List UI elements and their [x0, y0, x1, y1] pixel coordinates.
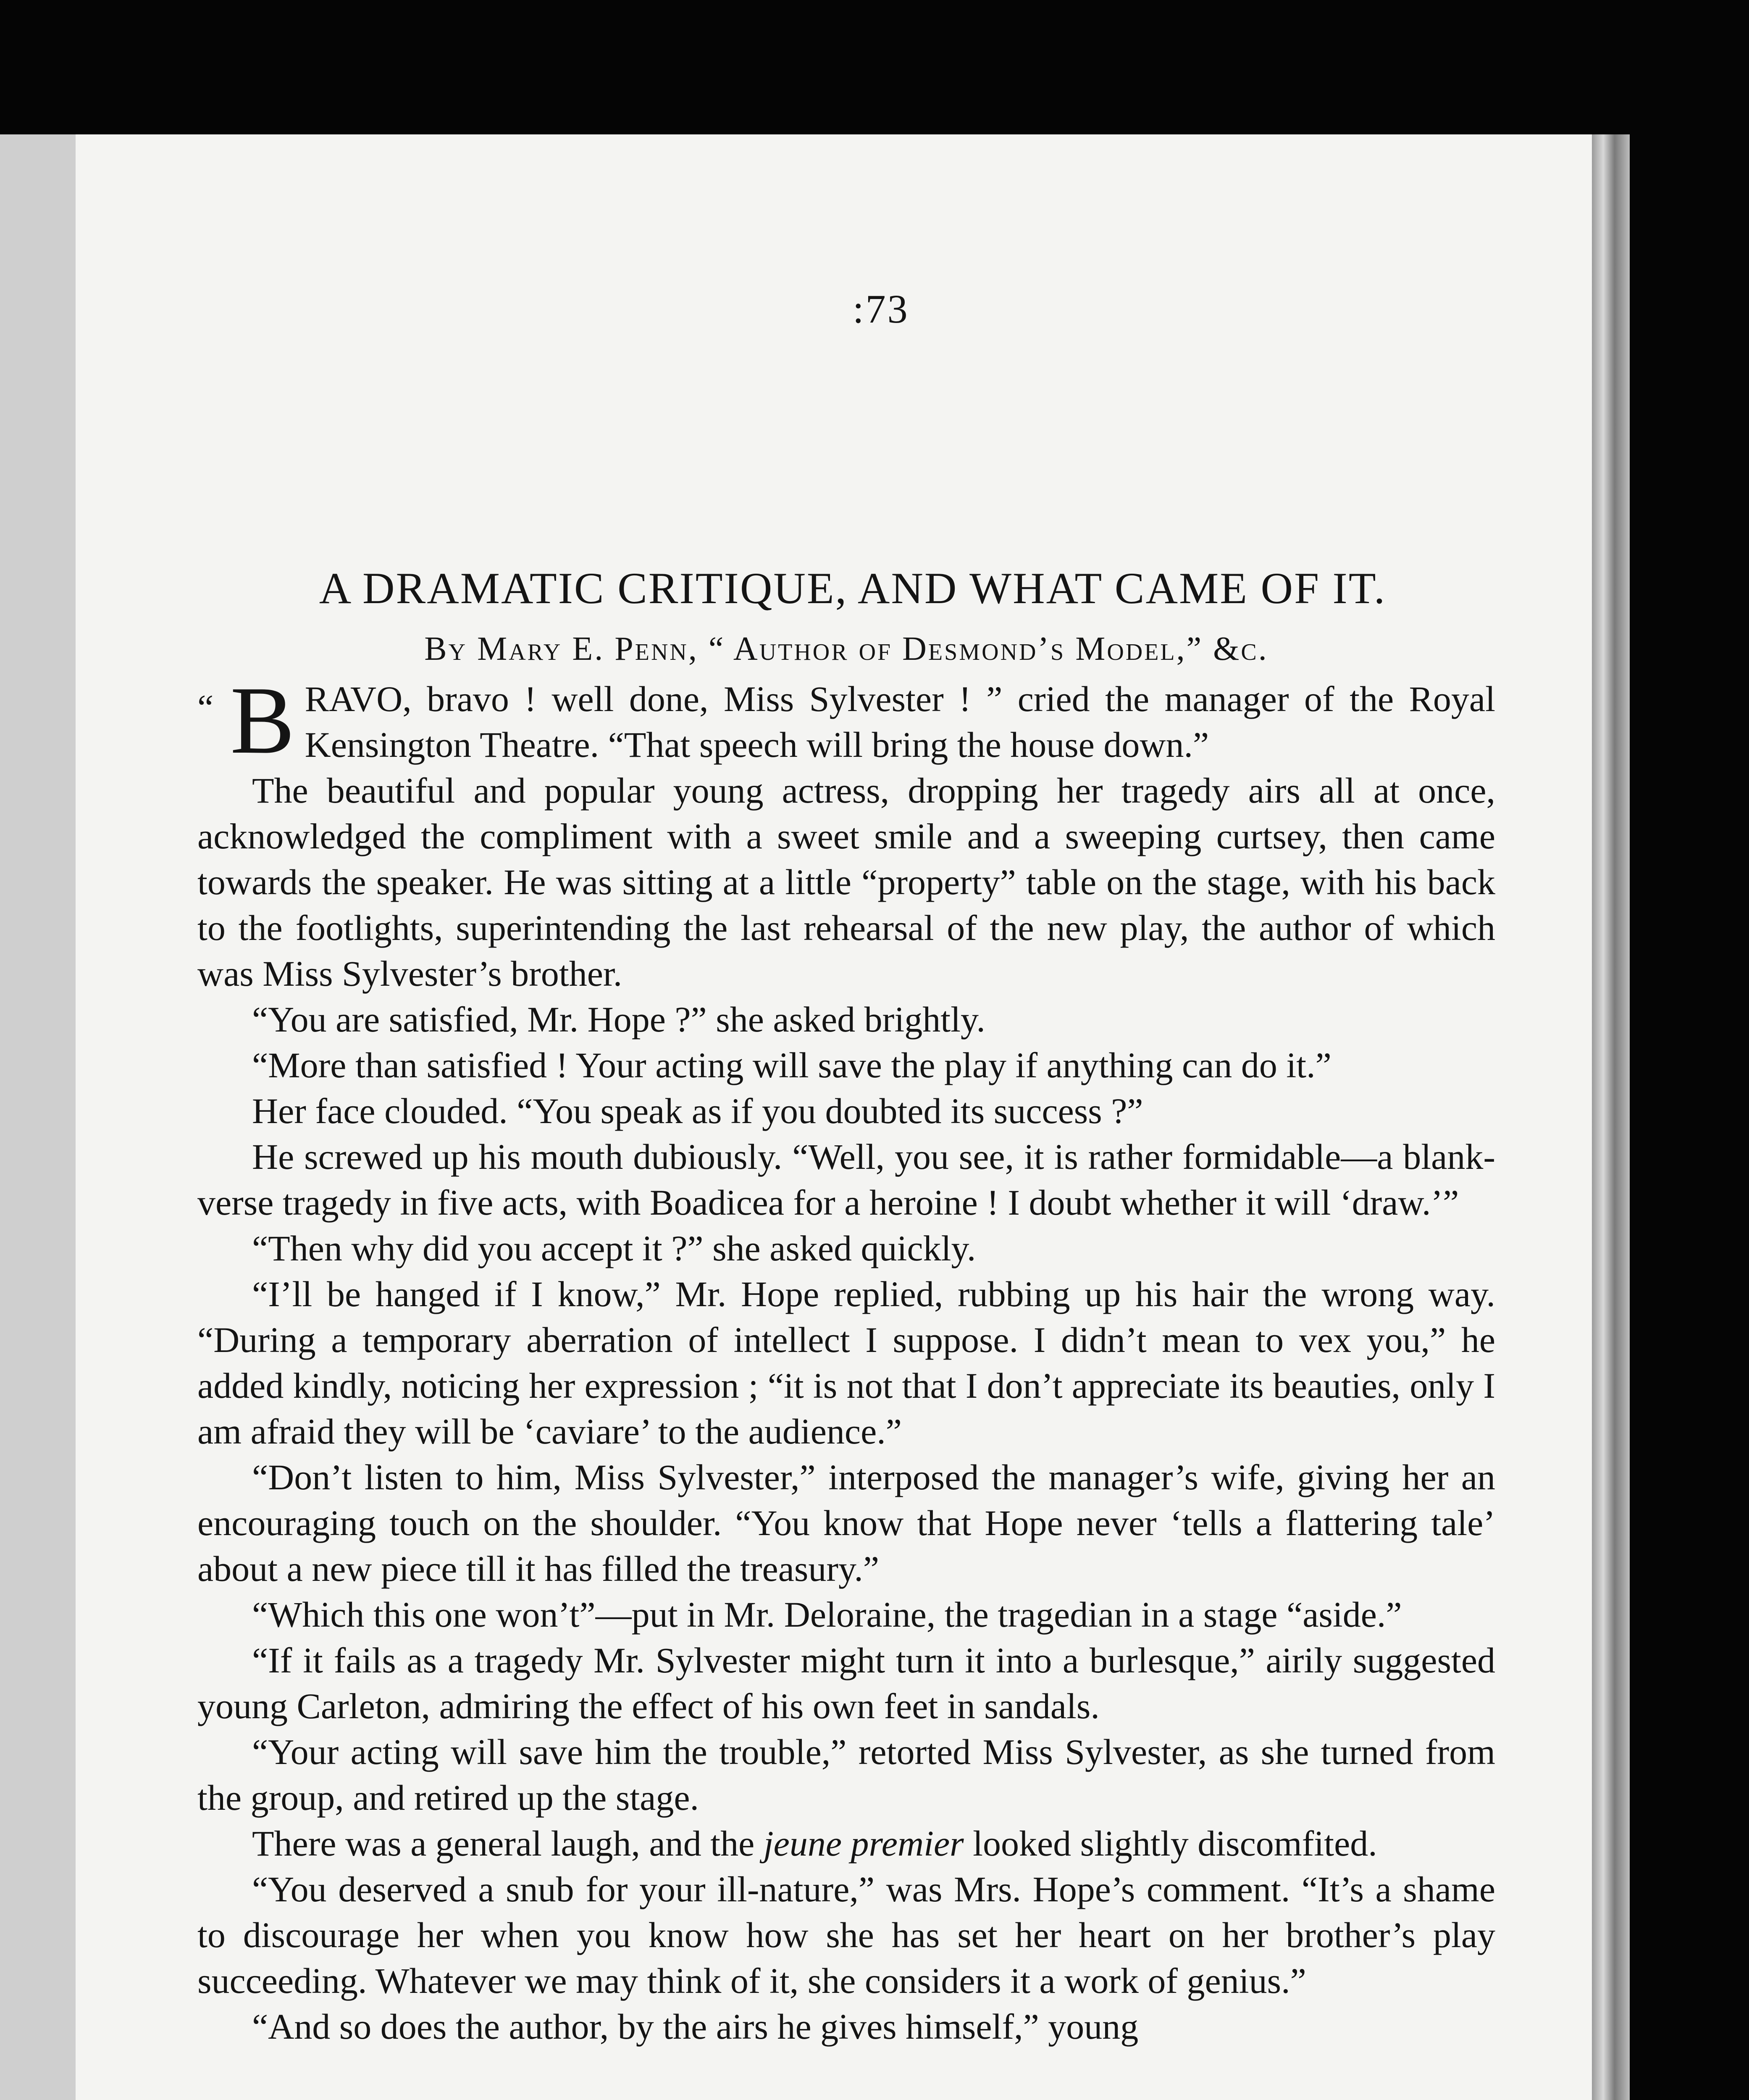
paragraph: “Your acting will save him the trouble,” retorted Miss Sylvester, as she turned from the group, and retired up the stage. [197, 1732, 1495, 1818]
paragraph: “Then why did you accept it ?” she asked quickly. [252, 1228, 976, 1268]
paragraph: “I’ll be hanged if I know,” Mr. Hope replied, rubbing up his hair the wrong way. “During a temporary aberration of intellect I suppose. I didn’t mean to vex you,” he added kindly, noticing her expression ; “it is not that I don’t appreciate its beauties, only I am afraid they will be ‘caviare’ to the audience.” [197, 1274, 1495, 1452]
article-title: A DRAMATIC CRITIQUE, AND WHAT CAME OF IT. [319, 564, 1387, 613]
first-paragraph-text: RAVO, bravo ! well done, Miss Sylvester ! ” cried the manager of the Royal Kensington Theatre. “That speech will bring the house down.” [305, 679, 1495, 765]
paragraph: The beautiful and popular young actress, dropping her tragedy airs all at once, acknowledged the compliment with a sweet smile and a sweeping curtsey, then came towards the speaker. He was sitting at a little “property” table on the stage, with his back to the footlights, superintending the last rehearsal of the new play, the author of which was Miss Sylvester’s brother. [197, 770, 1495, 994]
drop-cap: B [230, 667, 295, 774]
paragraph: “Don’t listen to him, Miss Sylvester,” interposed the manager’s wife, giving her an encouraging touch on the shoulder. “You know that Hope never ‘tells a flattering tale’ about a new piece till it has filled the treasury.” [197, 1457, 1495, 1589]
article-byline: By Mary E. Penn, “ Author of Desmond’s Model,” &c. [424, 630, 1268, 667]
first-paragraph [197, 667, 1495, 774]
facing-page-edge [0, 134, 81, 2100]
page-number: :73 [853, 286, 909, 331]
paragraph: “You deserved a snub for your ill-nature,” was Mrs. Hope’s comment. “It’s a shame to discourage her when you know how she has set her heart on her brother’s play succeeding. Whatever we may think of it, she considers it a work of genius.” [197, 1869, 1495, 2001]
page-stack-edge [1592, 134, 1630, 2100]
paragraph-list [197, 768, 1495, 2050]
book-page [76, 134, 1605, 2100]
paragraph: Her face clouded. “You speak as if you doubted its success ?” [252, 1091, 1143, 1131]
paragraph: He screwed up his mouth dubiously. “Well, you see, it is rather formidable—a blank-verse tragedy in five acts, with Boadicea for a heroine ! I doubt whether it will ‘draw.’” [197, 1137, 1495, 1223]
paragraph: “You are satisfied, Mr. Hope ?” she asked brightly. [252, 999, 985, 1040]
opening-quote: “ [197, 687, 214, 727]
paragraph: “And so does the author, by the airs he gives himself,” young [252, 2006, 1139, 2047]
paragraph: “Which this one won’t”—put in Mr. Deloraine, the tragedian in a stage “aside.” [252, 1594, 1402, 1635]
paragraph: There was a general laugh, and the jeune premier looked slightly discomfited. [252, 1823, 1377, 1864]
paragraph: “More than satisfied ! Your acting will save the play if anything can do it.” [252, 1045, 1331, 1085]
article-body [197, 667, 1495, 2050]
paragraph: “If it fails as a tragedy Mr. Sylvester might turn it into a burlesque,” airily suggested young Carleton, admiring the effect of his own feet in sandals. [197, 1640, 1495, 1726]
